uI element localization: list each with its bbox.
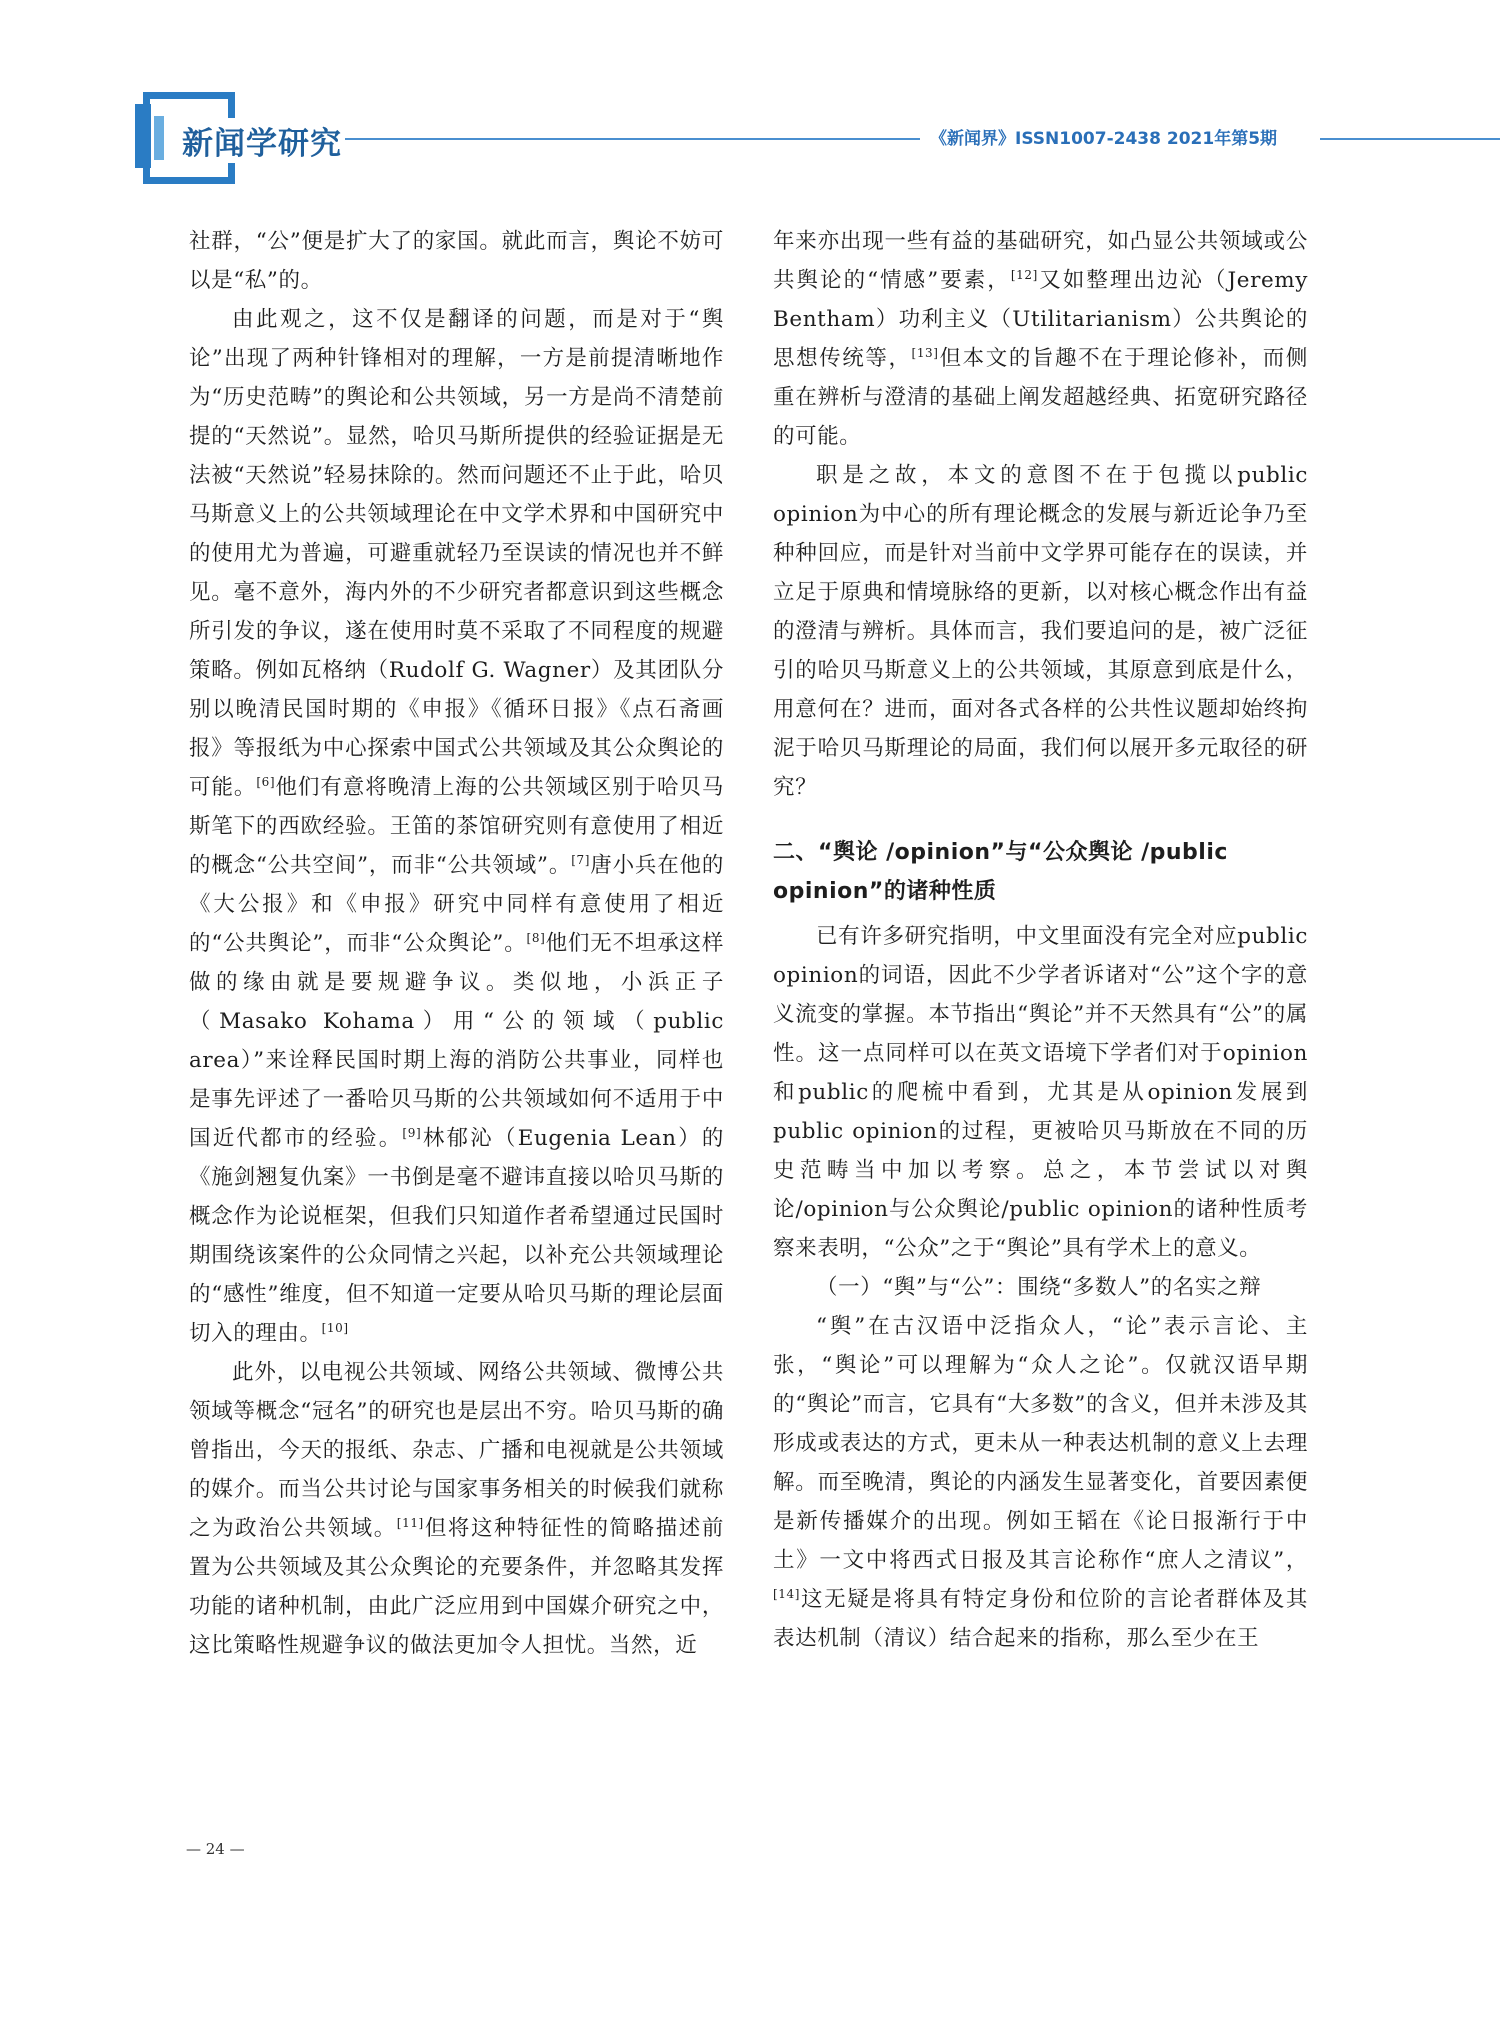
journal-logo-bar xyxy=(135,104,151,168)
left-column xyxy=(189,222,724,1665)
right-column xyxy=(773,222,1308,1658)
citation-ref: [7] xyxy=(571,852,591,867)
paragraph: 社群，“公”便是扩大了的家国。就此而言，舆论不妨可以是“私”的。 xyxy=(189,229,724,293)
paragraph-text: 唐小兵在他的《大公报》和《申报》研究中同样有意使用了相近的“公共舆论”，而非“公众舆论”。 xyxy=(189,853,724,956)
paragraph xyxy=(773,222,1308,456)
journal-logo-bar-light xyxy=(154,116,164,160)
page-number: — 24 — xyxy=(186,1840,245,1858)
paragraph: 已有许多研究指明，中文里面没有完全对应public opinion的词语，因此不少学者诉诸对“公”这个字的意义流变的掌握。本节指出“舆论”并不天然具有“公”的属性。这一点同样可以在英文语境下学者们对于opinion和public的爬梳中看到，尤其是从opinion发展到public opinion的过程，更被哈贝马斯放在不同的历史范畴当中加以考察。总之，本节尝试以对舆论/opinion与公众舆论/public opinion的诸种性质考察来表明，“公众”之于“舆论”具有学术上的意义。 xyxy=(773,924,1308,1261)
section-heading: 二、“舆论 /opinion”与“公众舆论 /public opinion”的诸种性质 xyxy=(773,840,1228,904)
paragraph: 职是之故，本文的意图不在于包揽以public opinion为中心的所有理论概念的发展与新近论争乃至种种回应，而是针对当前中文学界可能存在的误读，并立足于原典和情境脉络的更新，以对核心概念作出有益的澄清与辨析。具体而言，我们要追问的是，被广泛征引的哈贝马斯意义上的公共领域，其原意到底是什么，用意何在？进而，面对各式各样的公共性议题却始终拘泥于哈贝马斯理论的局面，我们何以展开多元取径的研究？ xyxy=(773,463,1308,800)
header-rule-right xyxy=(1320,138,1500,140)
paragraph-text: 又如整理出边沁（Jeremy Bentham）功利主义（Utilitarianism）公共舆论的思想传统等， xyxy=(773,268,1308,371)
paragraph xyxy=(773,1307,1308,1658)
paragraph-text: 此外，以电视公共领域、网络公共领域、微博公共领域等概念“冠名”的研究也是层出不穷。哈贝马斯的确曾指出，今天的报纸、杂志、广播和电视就是公共领域的媒介。而当公共讨论与国家事务相关的时候我们就称之为政治公共领域。 xyxy=(189,1360,724,1541)
page-header xyxy=(0,0,1500,200)
paragraph xyxy=(189,300,724,1353)
paragraph-text: 这无疑是将具有特定身份和位阶的言论者群体及其表达机制（清议）结合起来的指称，那么至少在王 xyxy=(773,1587,1308,1651)
paragraph-text: 但本文的旨趣不在于理论修补，而侧重在辨析与澄清的基础上阐发超越经典、拓宽研究路径的可能。 xyxy=(773,346,1308,449)
citation-ref: [10] xyxy=(321,1320,349,1335)
header-rule-left xyxy=(345,138,920,140)
citation-ref: [8] xyxy=(526,930,546,945)
paragraph-text: 他们无不坦承这样做的缘由就是要规避争议。类似地，小浜正子（Masako Kohama）用“公的领域（public area）”来诠释民国时期上海的消防公共事业，同样也是事先评述了一番哈贝马斯的公共领域如何不适用于中国近代都市的经验。 xyxy=(189,931,724,1151)
paragraph-text: “舆”在古汉语中泛指众人，“论”表示言论、主张，“舆论”可以理解为“众人之论”。仅就汉语早期的“舆论”而言，它具有“大多数”的含义，但并未涉及其形成或表达的方式，更未从一种表达机制的意义上去理解。而至晚清，舆论的内涵发生显著变化，首要因素便是新传播媒介的出现。例如王韬在《论日报渐行于中土》一文中将西式日报及其言论称作“庶人之清议”， xyxy=(773,1314,1308,1573)
citation-ref: [14] xyxy=(773,1586,801,1601)
paragraph-text: 但将这种特征性的简略描述前置为公共领域及其公众舆论的充要条件，并忽略其发挥功能的诸种机制，由此广泛应用到中国媒介研究之中，这比策略性规避争议的做法更加令人担忧。当然，近 xyxy=(189,1516,724,1658)
citation-ref: [6] xyxy=(256,774,276,789)
journal-issue-info: 《新闻界》ISSN1007-2438 2021年第5期 xyxy=(930,129,1278,149)
section-title: 新闻学研究 xyxy=(176,118,348,163)
citation-ref: [11] xyxy=(396,1515,424,1530)
citation-ref: [9] xyxy=(402,1125,422,1140)
citation-ref: [13] xyxy=(911,345,939,360)
paragraph-text: 林郁沁（Eugenia Lean）的《施剑翘复仇案》一书倒是毫不避讳直接以哈贝马斯的概念作为论说框架，但我们只知道作者希望通过民国时期围绕该案件的公众同情之兴起，以补充公共领域理论的“感性”维度，但不知道一定要从哈贝马斯的理论层面切入的理由。 xyxy=(189,1126,725,1346)
paragraph xyxy=(189,1353,724,1665)
paragraph-text: 年来亦出现一些有益的基础研究，如凸显公共领域或公共舆论的“情感”要素， xyxy=(773,229,1308,293)
paragraph-text: 他们有意将晚清上海的公共领域区别于哈贝马斯笔下的西欧经验。王笛的茶馆研究则有意使用了相近的概念“公共空间”，而非“公共领域”。 xyxy=(189,775,724,878)
subsection-heading: （一）“舆”与“公”：围绕“多数人”的名实之辩 xyxy=(816,1275,1262,1300)
citation-ref: [12] xyxy=(1010,267,1038,282)
paragraph-text: 由此观之，这不仅是翻译的问题，而是对于“舆论”出现了两种针锋相对的理解，一方是前提清晰地作为“历史范畴”的舆论和公共领域，另一方是尚不清楚前提的“天然说”。显然，哈贝马斯所提供的经验证据是无法被“天然说”轻易抹除的。然而问题还不止于此，哈贝马斯意义上的公共领域理论在中文学术界和中国研究中的使用尤为普遍，可避重就轻乃至误读的情况也并不鲜见。毫不意外，海内外的不少研究者都意识到这些概念所引发的争议，遂在使用时莫不采取了不同程度的规避策略。例如瓦格纳（Rudolf G. Wagner）及其团队分别以晚清民国时期的《申报》《循环日报》《点石斋画报》等报纸为中心探索中国式公共领域及其公众舆论的可能。 xyxy=(189,307,724,800)
